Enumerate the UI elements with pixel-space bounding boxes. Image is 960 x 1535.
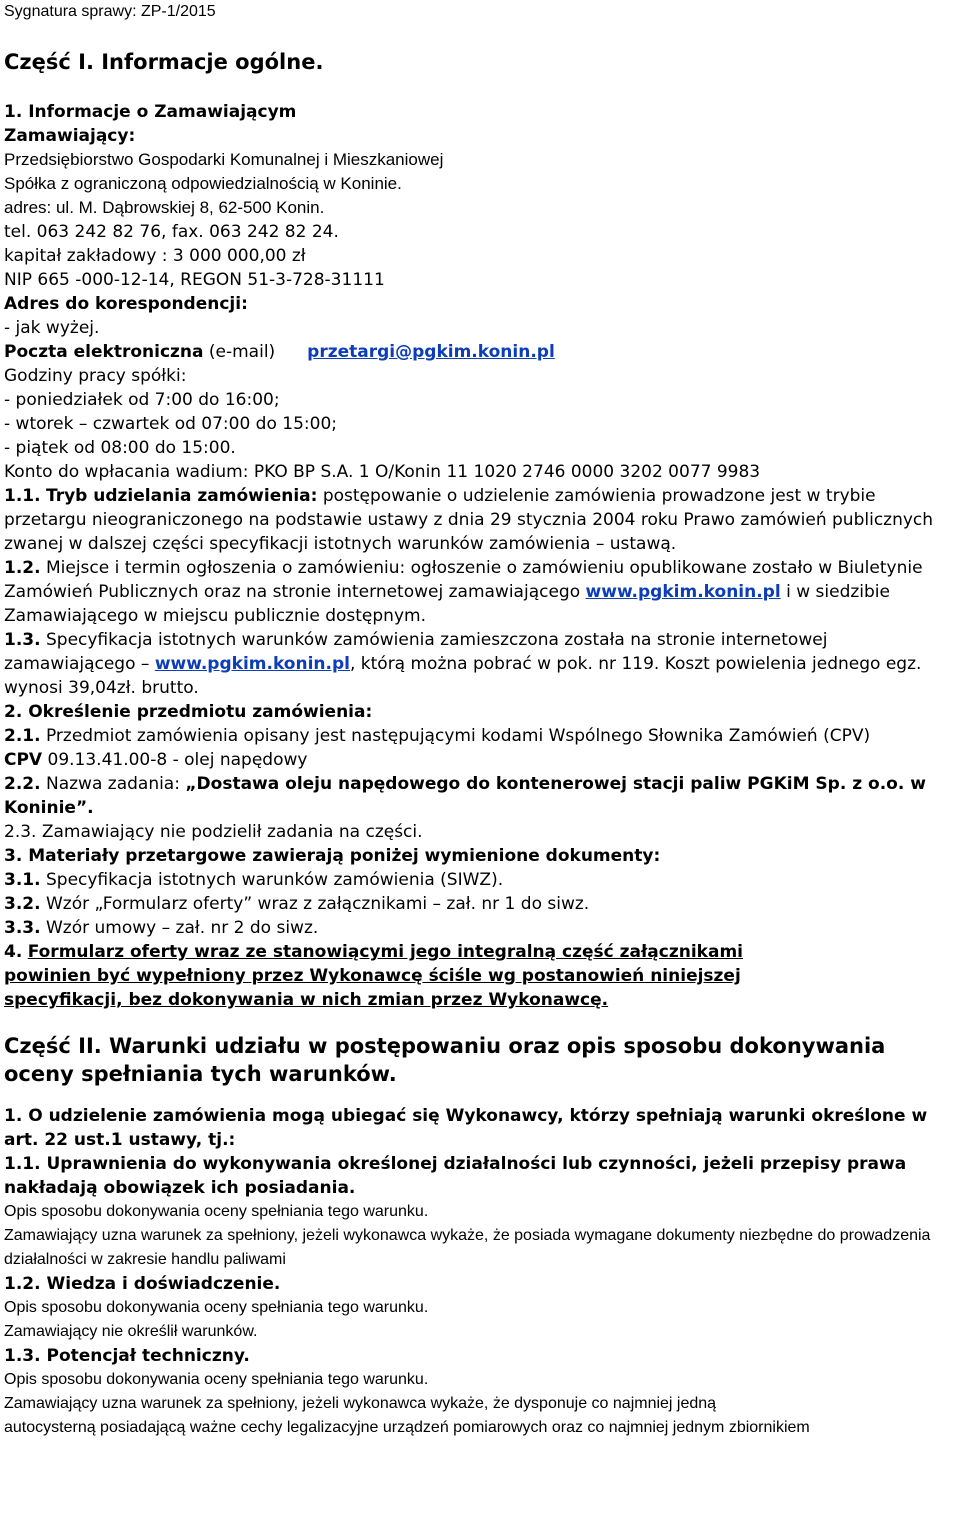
paragraph-3-1 xyxy=(4,868,956,892)
buyer-label: Zamawiający: xyxy=(4,126,136,146)
paragraph-text: Nazwa zadania: xyxy=(40,774,186,794)
hours-monday: - poniedziałek od 7:00 do 16:00; xyxy=(4,390,280,410)
paragraph-number: 1.1. xyxy=(4,486,41,506)
section1-title: 1. Informacje o Zamawiającym xyxy=(4,102,297,122)
part2-section1-2-title: 1.2. Wiedza i doświadczenie. xyxy=(4,1274,281,1294)
paragraph-number: 3.1. xyxy=(4,870,41,890)
tax-ids: NIP 665 -000-12-14, REGON 51-3-728-31111 xyxy=(4,270,385,290)
paragraph-3-3 xyxy=(4,916,956,940)
condition-text: Zamawiający nie określił warunków. xyxy=(4,1323,258,1340)
paragraph-heading: Tryb udzielania zamówienia: xyxy=(45,486,318,506)
part1-title: Część I. Informacje ogólne. xyxy=(4,50,324,74)
condition-description: Opis sposobu dokonywania oceny spełniania tego warunku. xyxy=(4,1371,429,1388)
email-row xyxy=(4,340,956,364)
bank-account: Konto do wpłacania wadium: PKO BP S.A. 1 O/Konin 11 1020 2746 0000 3202 0077 9983 xyxy=(4,462,761,482)
paragraph-text: postępowanie o udzielenie zamówienia prowadzone jest w trybie przetargu nieograniczonego na podstawie ustawy z dnia 29 stycznia 2004 roku Prawo zamówień publicznych zwanej w dalszej części specyfikacji istotnych warunków zamówienia – ustawą. xyxy=(4,486,934,554)
paragraph-text: Przedmiot zamówienia opisany jest następującymi kodami Wspólnego Słownika Zamówień (CPV) xyxy=(40,726,871,746)
paragraph-number: 1.3. xyxy=(4,630,41,650)
paragraph-text: Specyfikacja istotnych warunków zamówienia (SIWZ). xyxy=(40,870,504,890)
section3-title: 3. Materiały przetargowe zawierają poniżej wymienione dokumenty: xyxy=(4,846,661,866)
paragraph-1-3 xyxy=(4,628,956,700)
cpv-code xyxy=(4,748,956,772)
paragraph-number: 2.1. xyxy=(4,726,41,746)
paragraph-text: Miejsce i termin ogłoszenia o zamówieniu: ogłoszenie o zamówieniu opublikowane zostało w Biuletynie Zamówień Publicznych oraz na stronie internetowej zamawiającego xyxy=(4,558,923,602)
hours-friday: - piątek od 08:00 do 15:00. xyxy=(4,438,236,458)
buyer-phone: tel. 063 242 82 76, fax. 063 242 82 24. xyxy=(4,222,339,242)
paragraph-number: 3.2. xyxy=(4,894,41,914)
part2-section1-3-title: 1.3. Potencjał techniczny. xyxy=(4,1346,250,1366)
hours-tue-thu: - wtorek – czwartek od 07:00 do 15:00; xyxy=(4,414,337,434)
condition-description: Opis sposobu dokonywania oceny spełniania tego warunku. xyxy=(4,1203,429,1220)
correspondence-label: Adres do korespondencji: xyxy=(4,294,248,314)
section2-title: 2. Określenie przedmiotu zamówienia: xyxy=(4,702,373,722)
buyer-name-line2: Spółka z ograniczoną odpowiedzialnością w Koninie. xyxy=(4,174,402,193)
cpv-label: CPV xyxy=(4,750,43,770)
part2-title: Część II. Warunki udziału w postępowaniu oraz opis sposobu dokonywania oceny spełniania tych warunków. xyxy=(4,1034,886,1086)
condition-text-line2: autocysterną posiadającą ważne cechy legalizacyjne urządzeń pomiarowych oraz co najmniej jednym zbiornikiem xyxy=(4,1419,810,1436)
hours-label: Godziny pracy spółki: xyxy=(4,366,187,386)
paragraph-2-2 xyxy=(4,772,956,820)
paragraph-text-cont: , którą można pobrać w pok. nr 119. Koszt powielenia jednego egz. wynosi 39,04zł. brutto. xyxy=(4,654,922,698)
buyer-address: adres: ul. M. Dąbrowskiej 8, 62-500 Konin. xyxy=(4,198,325,217)
email-suffix: (e-mail) xyxy=(203,342,276,362)
part2-section1-1-title: 1.1. Uprawnienia do wykonywania określonej działalności lub czynności, jeżeli przepisy prawa nakładają obowiązek ich posiadania. xyxy=(4,1154,907,1198)
email-link[interactable]: przetargi@pgkim.konin.pl xyxy=(307,342,555,362)
buyer-name-line1: Przedsiębiorstwo Gospodarki Komunalnej i Mieszkaniowej xyxy=(4,150,444,169)
part2-section1-title: 1. O udzielenie zamówienia mogą ubiegać się Wykonawcy, którzy spełniają warunki określone w art. 22 ust.1 ustawy, tj.: xyxy=(4,1106,928,1150)
paragraph-2-3: 2.3. Zamawiający nie podzielił zadania na części. xyxy=(4,822,423,842)
share-capital: kapitał zakładowy : 3 000 000,00 zł xyxy=(4,246,306,266)
condition-description: Opis sposobu dokonywania oceny spełniania tego warunku. xyxy=(4,1299,429,1316)
paragraph-text-cont: i w siedzibie Zamawiającego w miejscu publicznie dostępnym. xyxy=(4,582,890,626)
paragraph-text: Wzór „Formularz oferty” wraz z załącznikami – zał. nr 1 do siwz. xyxy=(40,894,590,914)
website-link[interactable]: www.pgkim.konin.pl xyxy=(585,582,781,602)
paragraph-number: 2.2. xyxy=(4,774,41,794)
condition-text: Zamawiający uzna warunek za spełniony, jeżeli wykonawca wykaże, że posiada wymagane dokumenty niezbędne do prowadzenia działalności w zakresie handlu paliwami xyxy=(4,1227,931,1268)
paragraph-text: Wzór umowy – zał. nr 2 do siwz. xyxy=(40,918,319,938)
paragraph-number: 4. xyxy=(4,942,23,962)
paragraph-number: 3.3. xyxy=(4,918,41,938)
paragraph-1-2 xyxy=(4,556,956,628)
paragraph-text: Specyfikacja istotnych warunków zamówienia zamieszczona została na stronie internetowej zamawiającego – xyxy=(4,630,828,674)
paragraph-1-1 xyxy=(4,484,956,556)
paragraph-3-2 xyxy=(4,892,956,916)
notice-text: Formularz oferty wraz ze stanowiącymi jego integralną część załącznikami powinien być wypełniony przez Wykonawcę ściśle wg postanowień niniejszej specyfikacji, bez dokonywania w nich zmian przez Wykonawcę. xyxy=(4,942,743,1010)
document-page xyxy=(4,0,956,1440)
correspondence-value: - jak wyżej. xyxy=(4,318,100,338)
section4-notice xyxy=(4,940,956,1012)
paragraph-2-1 xyxy=(4,724,956,748)
task-name: „Dostawa oleju napędowego do kontenerowej stacji paliw PGKiM Sp. z o.o. w Koninie”. xyxy=(4,774,926,818)
cpv-text: 09.13.41.00-8 - olej napędowy xyxy=(42,750,308,770)
email-label: Poczta elektroniczna xyxy=(4,342,204,362)
condition-text-line1: Zamawiający uzna warunek za spełniony, jeżeli wykonawca wykaże, że dysponuje co najmniej jedną xyxy=(4,1395,717,1412)
paragraph-number: 1.2. xyxy=(4,558,41,578)
website-link[interactable]: www.pgkim.konin.pl xyxy=(154,654,350,674)
case-signature: Sygnatura sprawy: ZP-1/2015 xyxy=(4,3,216,20)
